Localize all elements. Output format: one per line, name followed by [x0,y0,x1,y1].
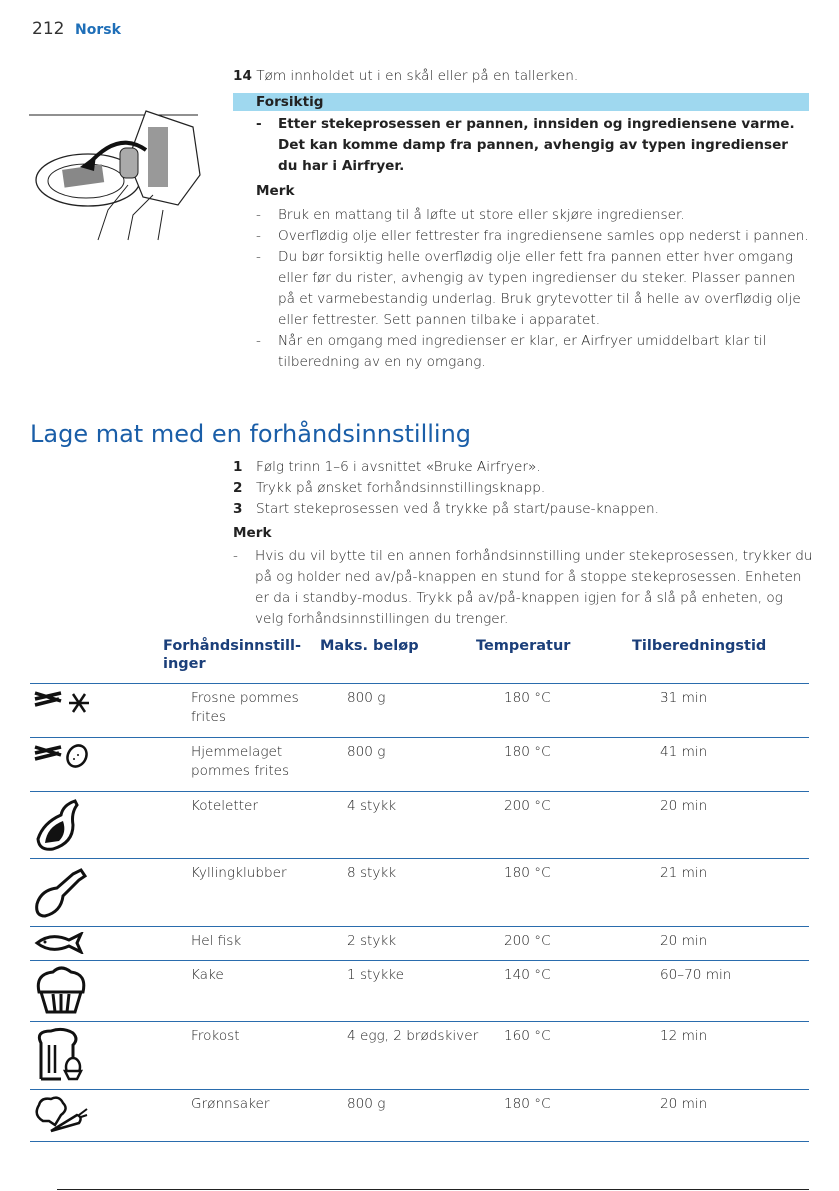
row-divider [30,791,809,792]
chop-icon [33,797,83,857]
drumstick-icon [33,864,89,924]
max-amount: 2 stykk [347,933,397,949]
page-number: 212 [32,19,65,39]
caution-bar [233,93,809,111]
footer-rule [57,1189,809,1190]
preset-name: Kake [191,967,224,983]
row-divider [30,1089,809,1090]
section-steps [233,457,813,630]
temperature: 160 °C [504,1028,551,1044]
row-divider [30,926,809,927]
cooking-time: 41 min [660,744,708,760]
max-amount: 1 stykke [347,967,405,983]
column-header-preset: Forhåndsinnstill- inger [163,638,301,672]
note-title: Merk [256,183,295,199]
preset-name: Kyllingklubber [191,865,287,881]
cooking-time: 21 min [660,865,708,881]
row-divider [30,737,809,738]
note-list [256,181,812,373]
caution-list [256,114,812,177]
max-amount: 8 stykk [347,865,397,881]
vegetables-icon [33,1095,89,1139]
max-amount: 4 egg, 2 brødskiver [347,1028,479,1044]
step: 2 Trykk på ønsket forhåndsinnstillingsknapp. [233,480,546,496]
breakfast-icon [33,1027,89,1087]
frozen-fries-icon [33,689,89,723]
step-text: Tøm innholdet ut i en skål eller på en tallerken. [256,68,579,84]
note-item: - Bruk en mattang til å løfte ut store eller skjøre ingredienser. [256,207,685,223]
row-divider [30,960,809,961]
note-item: - Overflødig olje eller fettrester fra ingrediensene samles opp nederst i pannen. [256,228,809,244]
step-14 [233,66,578,87]
language-label: Norsk [75,22,121,38]
step: 1 Følg trinn 1–6 i avsnittet «Bruke Airfryer». [233,459,541,475]
cooking-time: 60–70 min [660,967,732,983]
caution-title: Forsiktig [256,94,324,110]
max-amount: 800 g [347,744,386,760]
max-amount: 4 stykk [347,798,397,814]
cooking-time: 20 min [660,1096,708,1112]
fish-icon [33,932,89,958]
column-header-amount: Maks. beløp [320,638,419,654]
cake-icon [33,966,89,1022]
note-title: Merk [233,525,272,541]
homemade-fries-icon [33,743,89,777]
row-divider [30,683,809,684]
temperature: 180 °C [504,744,551,760]
temperature: 180 °C [504,1096,551,1112]
column-header-temperature: Temperatur [476,638,571,654]
note-item: - Hvis du vil bytte til en annen forhåndsinnstilling under stekeprosessen, trykker du på og holder ned av/på-knappen en stund for å stoppe stekeprosessen. Enheten er da i standby-modus. Trykk på av/på-knappen igjen for å slå på enheten, og velg forhåndsinnstillingen du trenger. [233,548,813,627]
temperature: 180 °C [504,690,551,706]
preset-name: Grønnsaker [191,1096,270,1112]
note-item: - Du bør forsiktig helle overflødig olje eller fett fra pannen etter hver omgang eller før du rister, avhengig av typen ingredienser du steker. Plasser pannen på et varmebestandig underlag. Bruk grytevotter til å helle av overflødig olje eller fettrester. Sett pannen tilbake i apparatet. [256,249,801,328]
airfryer-emptying-illustration [28,105,203,245]
max-amount: 800 g [347,1096,386,1112]
preset-name: Hel fisk [191,933,242,949]
temperature: 200 °C [504,933,551,949]
cooking-time: 20 min [660,933,708,949]
row-divider [30,1021,809,1022]
preset-name: Hjemmelaget pommes frites [191,744,290,779]
section-title: Lage mat med en forhåndsinnstilling [30,420,472,448]
step: 3 Start stekeprosessen ved å trykke på start/pause-knappen. [233,501,659,517]
caution-item: - Etter stekeprosessen er pannen, innsiden og ingrediensene varme. Det kan komme damp fra pannen, avhengig av typen ingredienser du har i Airfryer. [256,116,795,174]
note-item: - Når en omgang med ingredienser er klar, er Airfryer umiddelbart klar til tilberedning av en ny omgang. [256,333,767,370]
temperature: 200 °C [504,798,551,814]
temperature: 180 °C [504,865,551,881]
cooking-time: 12 min [660,1028,708,1044]
preset-name: Frosne pommes frites [191,690,299,725]
row-divider [30,1141,809,1142]
cooking-time: 20 min [660,798,708,814]
cooking-time: 31 min [660,690,708,706]
step-number: 14 [233,68,252,84]
max-amount: 800 g [347,690,386,706]
preset-name: Koteletter [191,798,258,814]
preset-name: Frokost [191,1028,240,1044]
row-divider [30,858,809,859]
column-header-time: Tilberedningstid [632,638,767,654]
temperature: 140 °C [504,967,551,983]
